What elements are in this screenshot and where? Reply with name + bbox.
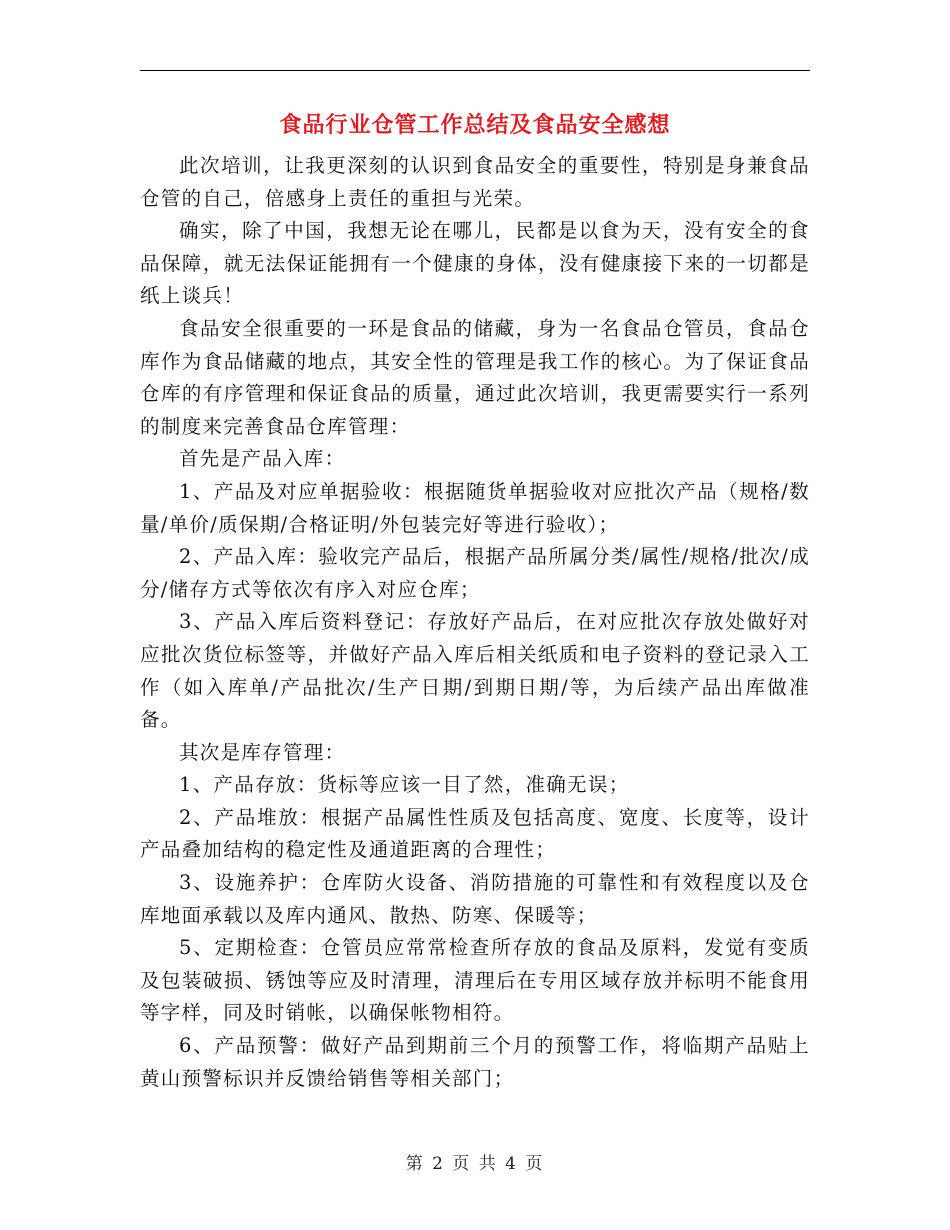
list-item: 2、产品堆放：根据产品属性性质及包括高度、宽度、长度等，设计产品叠加结构的稳定性及通道距离的合理性； — [140, 805, 810, 862]
document-title: 食品行业仓管工作总结及食品安全感想 — [279, 113, 671, 138]
paragraph: 食品安全很重要的一环是食品的储藏，身为一名食品仓管员，食品仓库作为食品储藏的地点，其安全性的管理是我工作的核心。为了保证食品仓库的有序管理和保证食品的质量，通过此次培训，我更需要实行一系列的制度来完善食品仓库管理： — [140, 316, 810, 438]
document-body — [140, 150, 810, 1095]
list-item: 1、产品及对应单据验收：根据随货单据验收对应批次产品（规格/数量/单价/质保期/合格证明/外包装完好等进行验收）； — [140, 479, 810, 536]
list-item: 6、产品预警：做好产品到期前三个月的预警工作，将临期产品贴上黄山预警标识并反馈给销售等相关部门； — [140, 1034, 810, 1090]
page-number-footer: 第 2 页 共 4 页 — [405, 1154, 545, 1174]
paragraph: 此次培训，让我更深刻的认识到食品安全的重要性，特别是身兼食品仓管的自己，倍感身上责任的重担与光荣。 — [140, 154, 810, 210]
section-heading: 首先是产品入库： — [179, 447, 346, 471]
section-heading: 其次是库存管理： — [179, 740, 346, 764]
list-item: 3、产品入库后资料登记：存放好产品后，在对应批次存放处做好对应批次货位标签等，并做好产品入库后相关纸质和电子资料的登记录入工作（如入库单/产品批次/生产日期/到期日期/等，为后续产品出库做准备。 — [140, 610, 810, 732]
list-item: 3、设施养护：仓库防火设备、消防措施的可靠性和有效程度以及仓库地面承载以及库内通风、散热、防寒、保暖等； — [140, 871, 810, 927]
list-item: 5、定期检查：仓管员应常常检查所存放的食品及原料，发觉有变质及包装破损、锈蚀等应及时清理，清理后在专用区域存放并标明不能食用等字样，同及时销帐，以确保帐物相符。 — [140, 936, 810, 1025]
paragraph: 确实，除了中国，我想无论在哪儿，民都是以食为天，没有安全的食品保障，就无法保证能拥有一个健康的身体，没有健康接下来的一切都是纸上谈兵！ — [140, 219, 810, 308]
header-rule — [140, 70, 810, 71]
list-item: 2、产品入库：验收完产品后，根据产品所属分类/属性/规格/批次/成分/储存方式等依次有序入对应仓库； — [140, 545, 810, 601]
list-item: 1、产品存放：货标等应该一目了然，准确无误； — [179, 773, 630, 797]
